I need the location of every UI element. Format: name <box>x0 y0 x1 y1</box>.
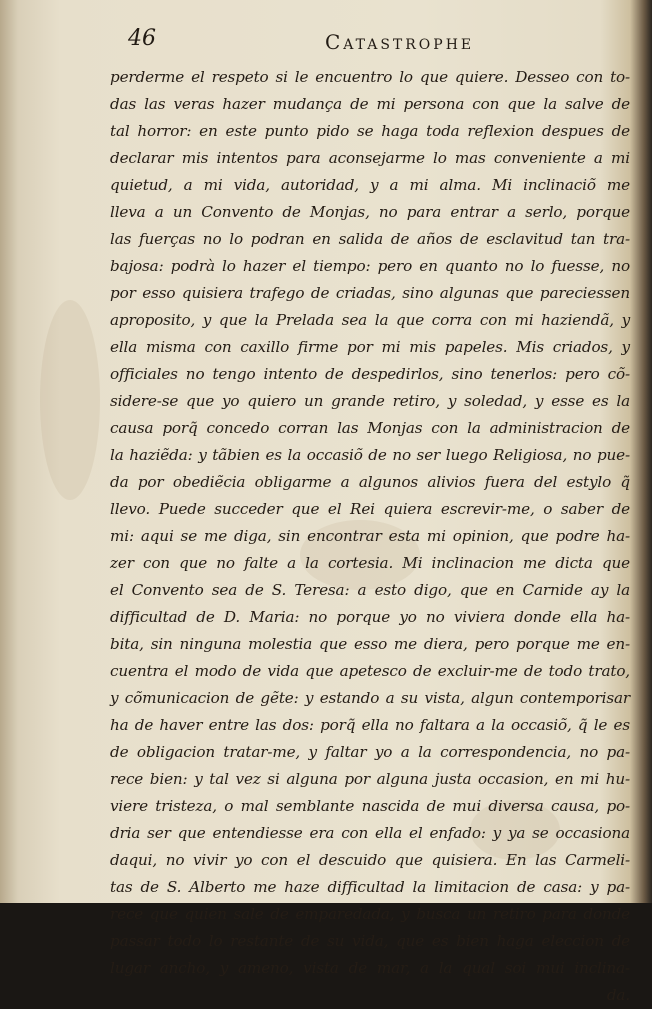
text-line: quietud, a mi vida, autoridad, y a mi alma. Mi inclinaciõ me <box>110 176 630 194</box>
text-line: bita, sin ninguna molestia que esso me diera, pero porque me en- <box>110 635 630 653</box>
text-line: la haziẽda: y tãbien es la occasiõ de no ser luego Religiosa, no pue- <box>110 446 630 464</box>
book-page <box>110 24 630 1004</box>
text-line: el Convento sea de S. Teresa: a esto digo, que en Carnide ay la <box>110 581 630 599</box>
text-line: lugar ancho, y ameno, vista de mar, a la qual soi mui inclina- <box>110 959 630 977</box>
text-line-final: da. <box>606 986 630 1004</box>
text-line: ella misma con caxillo firme por mi mis papeles. Mis criados, y <box>110 338 630 356</box>
text-line: ha de haver entre las dos: porq̃ ella no faltara a la occasiõ, q̃ le es <box>110 716 630 734</box>
running-title: Catastrophe <box>325 30 475 54</box>
text-line: officiales no tengo intento de despedirlos, sino tenerlos: pero cõ- <box>110 365 630 383</box>
text-line: de obligacion tratar-me, y faltar yo a la correspondencia, no pa- <box>110 743 630 761</box>
text-line: zer con que no falte a la cortesia. Mi inclinacion me dicta que <box>110 554 630 572</box>
text-line: declarar mis intentos para aconsejarme lo mas conveniente a mi <box>110 149 630 167</box>
text-line: dria ser que entendiesse era con ella el enfado: y ya se occasiona <box>110 824 630 842</box>
text-line: sidere-se que yo quiero un grande retiro, y soledad, y esse es la <box>110 392 630 410</box>
paper-stain <box>40 300 100 500</box>
text-line: perderme el respeto si le encuentro lo que quiere. Desseo con to- <box>110 68 630 86</box>
text-line: difficultad de D. Maria: no porque yo no viviera donde ella ha- <box>110 608 630 626</box>
text-line: lleva a un Convento de Monjas, no para entrar a serlo, porque <box>110 203 630 221</box>
page-number: 46 <box>128 26 156 51</box>
text-line: passar todo lo restante de su vida, que es bien haga eleccion de <box>110 932 630 950</box>
page-header <box>110 24 630 62</box>
text-line: mi: aqui se me diga, sin encontrar esta mi opinion, que podre ha- <box>110 527 630 545</box>
body-text <box>110 64 630 1009</box>
text-line: viere tristeza, o mal semblante nascida de mui diversa causa, po- <box>110 797 630 815</box>
text-line: da por obediẽcia obligarme a algunos alivios fuera del estylo q̃ <box>110 473 630 491</box>
text-line: aproposito, y que la Prelada sea la que corra con mi haziendã, y <box>110 311 630 329</box>
text-line: causa porq̃ concedo corran las Monjas con la administracion de <box>110 419 630 437</box>
text-line: llevo. Puede succeder que el Rei quiera escrevir-me, o saber de <box>110 500 630 518</box>
text-line: rece que quien sale de emparedada, y busca un retiro para donde <box>110 905 630 923</box>
text-line: las fuerças no lo podran en salida de años de esclavitud tan tra- <box>110 230 630 248</box>
text-line: bajosa: podrà lo hazer el tiempo: pero en quanto no lo fuesse, no <box>110 257 630 275</box>
text-line: por esso quisiera trafego de criadas, sino algunas que pareciessen <box>110 284 630 302</box>
text-line: tas de S. Alberto me haze difficultad la limitacion de casa: y pa- <box>110 878 630 896</box>
text-line: rece bien: y tal vez si alguna por alguna justa occasion, en mi hu- <box>110 770 630 788</box>
text-line: cuentra el modo de vida que apetesco de excluir-me de todo trato, <box>110 662 630 680</box>
text-line: tal horror: en este punto pido se haga toda reflexion despues de <box>110 122 630 140</box>
text-line: daqui, no vivir yo con el descuido que quisiera. En las Carmeli- <box>110 851 630 869</box>
text-line: das las veras hazer mudança de mi persona con que la salve de <box>110 95 630 113</box>
text-line: y cõmunicacion de gẽte: y estando a su vista, algun contemporisar <box>110 689 630 707</box>
